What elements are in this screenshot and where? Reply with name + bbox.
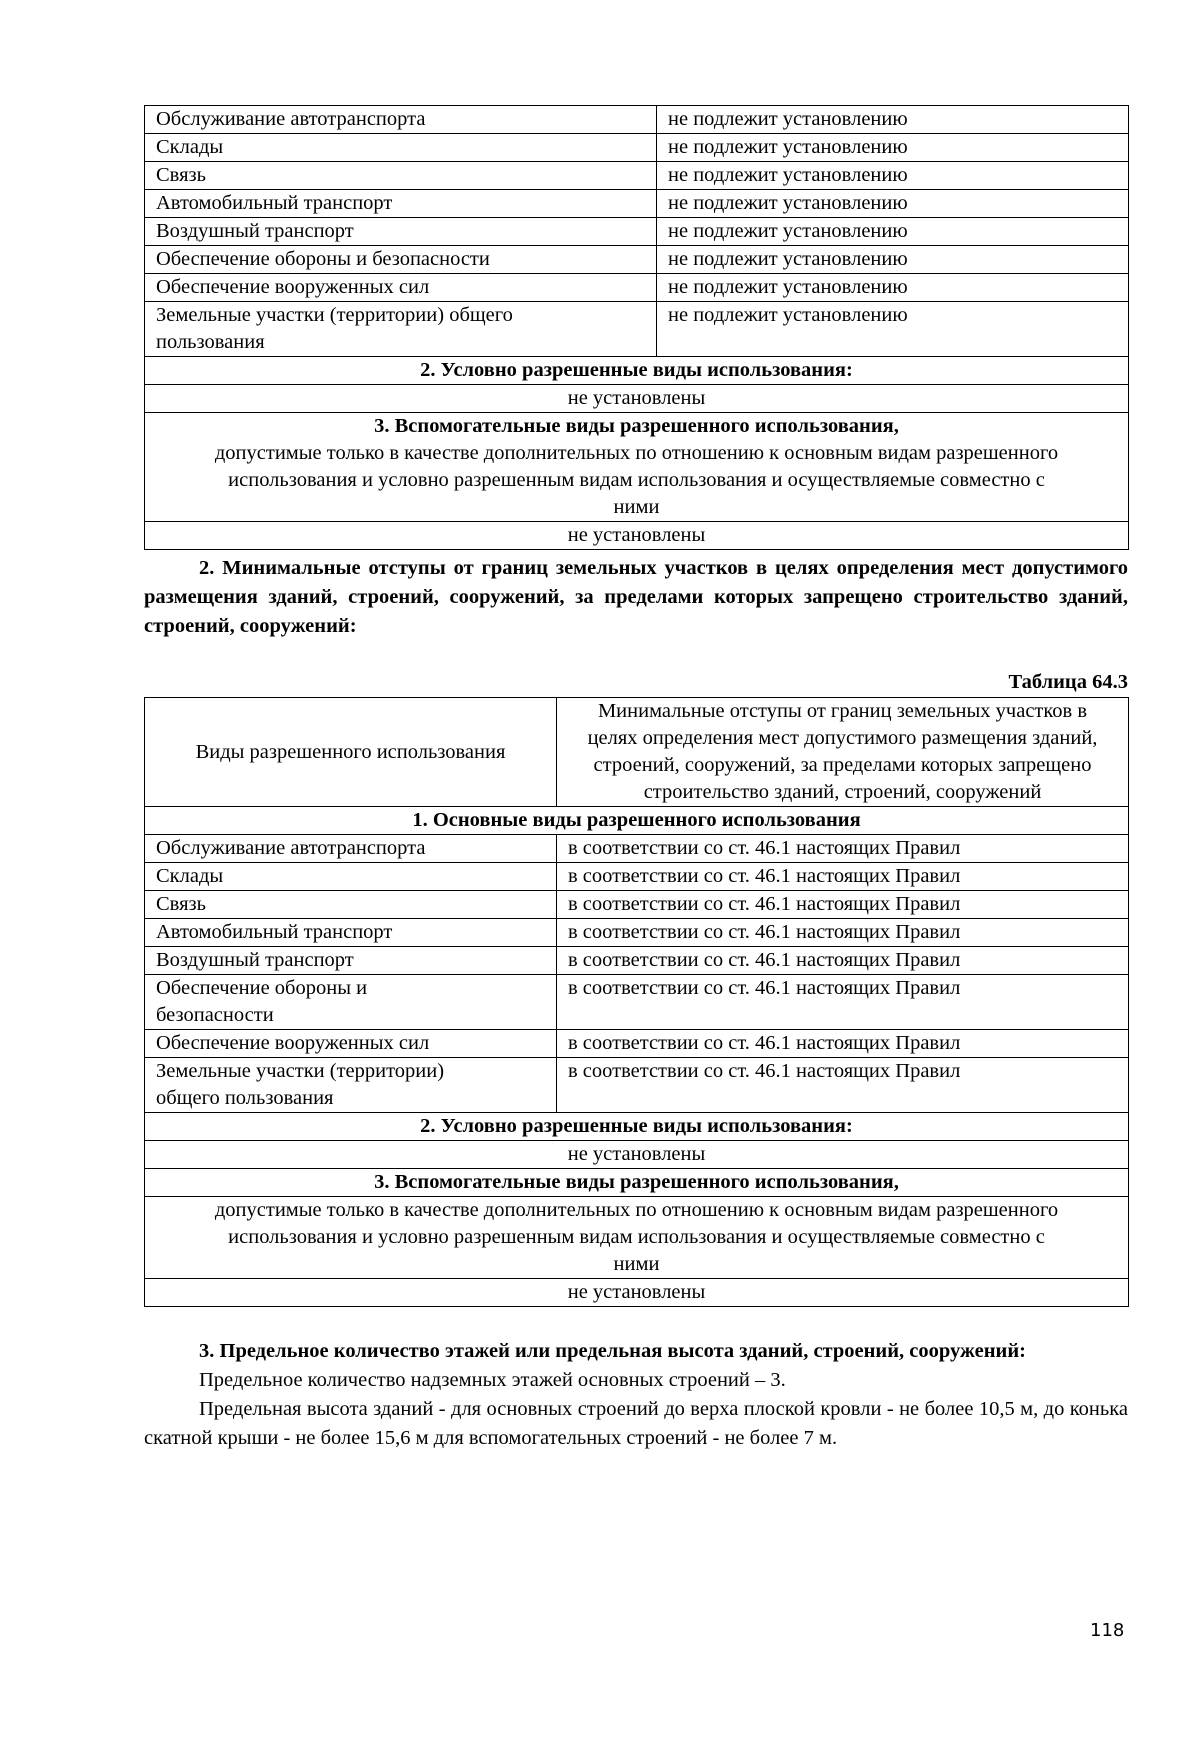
section3-title: 3. Вспомогательные виды разрешенного использования,: [374, 415, 899, 437]
value-cell: в соответствии со ст. 46.1 настоящих Правил: [557, 947, 1129, 975]
use-cell: Обеспечение обороны и безопасности: [145, 246, 657, 274]
table2-rows: [145, 698, 1129, 1307]
section-title-row: [145, 807, 1129, 835]
table-row: [145, 919, 1129, 947]
table-row: [145, 1058, 1129, 1113]
table-row: [145, 975, 1129, 1030]
value-cell: в соответствии со ст. 46.1 настоящих Правил: [557, 863, 1129, 891]
value-cell: в соответствии со ст. 46.1 настоящих Правил: [557, 919, 1129, 947]
table-row: [145, 134, 1129, 162]
table-row: [145, 302, 1129, 357]
section3-note: допустимые только в качестве дополнительных по отношению к основным видам разрешенного использования и условно разрешенным видам использования и осуществляемые совместно с ними: [145, 1197, 1129, 1279]
table-row: [145, 274, 1129, 302]
value-cell: в соответствии со ст. 46.1 настоящих Правил: [557, 975, 1129, 1030]
section-value-row: [145, 385, 1129, 413]
section-title-row: [145, 1169, 1129, 1197]
table-row: [145, 835, 1129, 863]
section-value-row: [145, 1141, 1129, 1169]
use-cell: Воздушный транспорт: [145, 947, 557, 975]
value-cell: не подлежит установлению: [657, 274, 1129, 302]
section3-cell: [145, 413, 1129, 522]
section2-value: не установлены: [145, 385, 1129, 413]
section-title-row: [145, 413, 1129, 522]
section2-title: 2. Условно разрешенные виды использования:: [145, 1113, 1129, 1141]
section-value-row: [145, 1279, 1129, 1307]
section3-note: допустимые только в качестве дополнительных по отношению к основным видам разрешенного использования и условно разрешенным видам использования и осуществляемые совместно с ними: [214, 442, 1059, 518]
table-caption: Таблица 64.3: [1008, 671, 1128, 693]
use-cell: Склады: [145, 863, 557, 891]
value-cell: в соответствии со ст. 46.1 настоящих Правил: [557, 1058, 1129, 1113]
use-cell: Земельные участки (территории) общего пользования: [145, 1058, 557, 1113]
section-note-row: [145, 1197, 1129, 1279]
use-cell: Связь: [145, 162, 657, 190]
section2-value: не установлены: [145, 1141, 1129, 1169]
value-cell: не подлежит установлению: [657, 190, 1129, 218]
document-page: [144, 105, 1128, 1453]
col2-header: Минимальные отступы от границ земельных участков в целях определения мест допустимого размещения зданий, строений, сооружений, за пределами которых запрещено строительство зданий, строений, сооружений: [557, 698, 1129, 807]
paragraph-floors: Предельное количество надземных этажей основных строений – 3.: [199, 1369, 786, 1391]
value-cell: не подлежит установлению: [657, 218, 1129, 246]
value-cell: в соответствии со ст. 46.1 настоящих Правил: [557, 835, 1129, 863]
value-cell: в соответствии со ст. 46.1 настоящих Правил: [557, 891, 1129, 919]
value-cell: в соответствии со ст. 46.1 настоящих Правил: [557, 1030, 1129, 1058]
table-row: [145, 891, 1129, 919]
section-title-row: [145, 1113, 1129, 1141]
table-row: [145, 218, 1129, 246]
section-heading-floors: 3. Предельное количество этажей или предельная высота зданий, строений, сооружений:: [199, 1340, 1026, 1362]
col1-header: Виды разрешенного использования: [145, 698, 557, 807]
table-row: [145, 1030, 1129, 1058]
value-cell: не подлежит установлению: [657, 302, 1129, 357]
section-value-row: [145, 522, 1129, 550]
use-cell: Автомобильный транспорт: [145, 919, 557, 947]
use-cell: Земельные участки (территории) общего пользования: [145, 302, 657, 357]
use-cell: Склады: [145, 134, 657, 162]
value-cell: не подлежит установлению: [657, 134, 1129, 162]
table1-rows: [145, 106, 1129, 550]
table-row: [145, 863, 1129, 891]
header-row: [145, 698, 1129, 807]
use-cell: Обеспечение вооруженных сил: [145, 1030, 557, 1058]
value-cell: не подлежит установлению: [657, 162, 1129, 190]
use-cell: Воздушный транспорт: [145, 218, 657, 246]
table-continuation: [144, 105, 1129, 550]
section1-title: 1. Основные виды разрешенного использования: [145, 807, 1129, 835]
use-cell: Обеспечение вооруженных сил: [145, 274, 657, 302]
use-cell: Обеспечение обороны и безопасности: [145, 975, 557, 1030]
section-title-row: [145, 357, 1129, 385]
page-number: 118: [1090, 1620, 1125, 1641]
section2-title: 2. Условно разрешенные виды использования:: [145, 357, 1129, 385]
table-row: [145, 190, 1129, 218]
table-row: [145, 162, 1129, 190]
table-row: [145, 246, 1129, 274]
table-row: [145, 106, 1129, 134]
value-cell: не подлежит установлению: [657, 106, 1129, 134]
table-row: [145, 947, 1129, 975]
use-cell: Обслуживание автотранспорта: [145, 835, 557, 863]
section3-value: не установлены: [145, 1279, 1129, 1307]
use-cell: Связь: [145, 891, 557, 919]
value-cell: не подлежит установлению: [657, 246, 1129, 274]
paragraph-heights: Предельная высота зданий - для основных строений до верха плоской кровли - не более 10,5 м, до конька скатной крыши - не более 15,6 м для вспомогательных строений - не более 7 м.: [144, 1398, 1128, 1449]
use-cell: Автомобильный транспорт: [145, 190, 657, 218]
section3-title: 3. Вспомогательные виды разрешенного использования,: [145, 1169, 1129, 1197]
section3-value: не установлены: [145, 522, 1129, 550]
use-cell: Обслуживание автотранспорта: [145, 106, 657, 134]
section-heading-setbacks: 2. Минимальные отступы от границ земельных участков в целях определения мест допустимого размещения зданий, строений, сооружений, за пределами которых запрещено строительство зданий, строений, сооружений:: [144, 557, 1128, 637]
setbacks-table: [144, 697, 1129, 1307]
